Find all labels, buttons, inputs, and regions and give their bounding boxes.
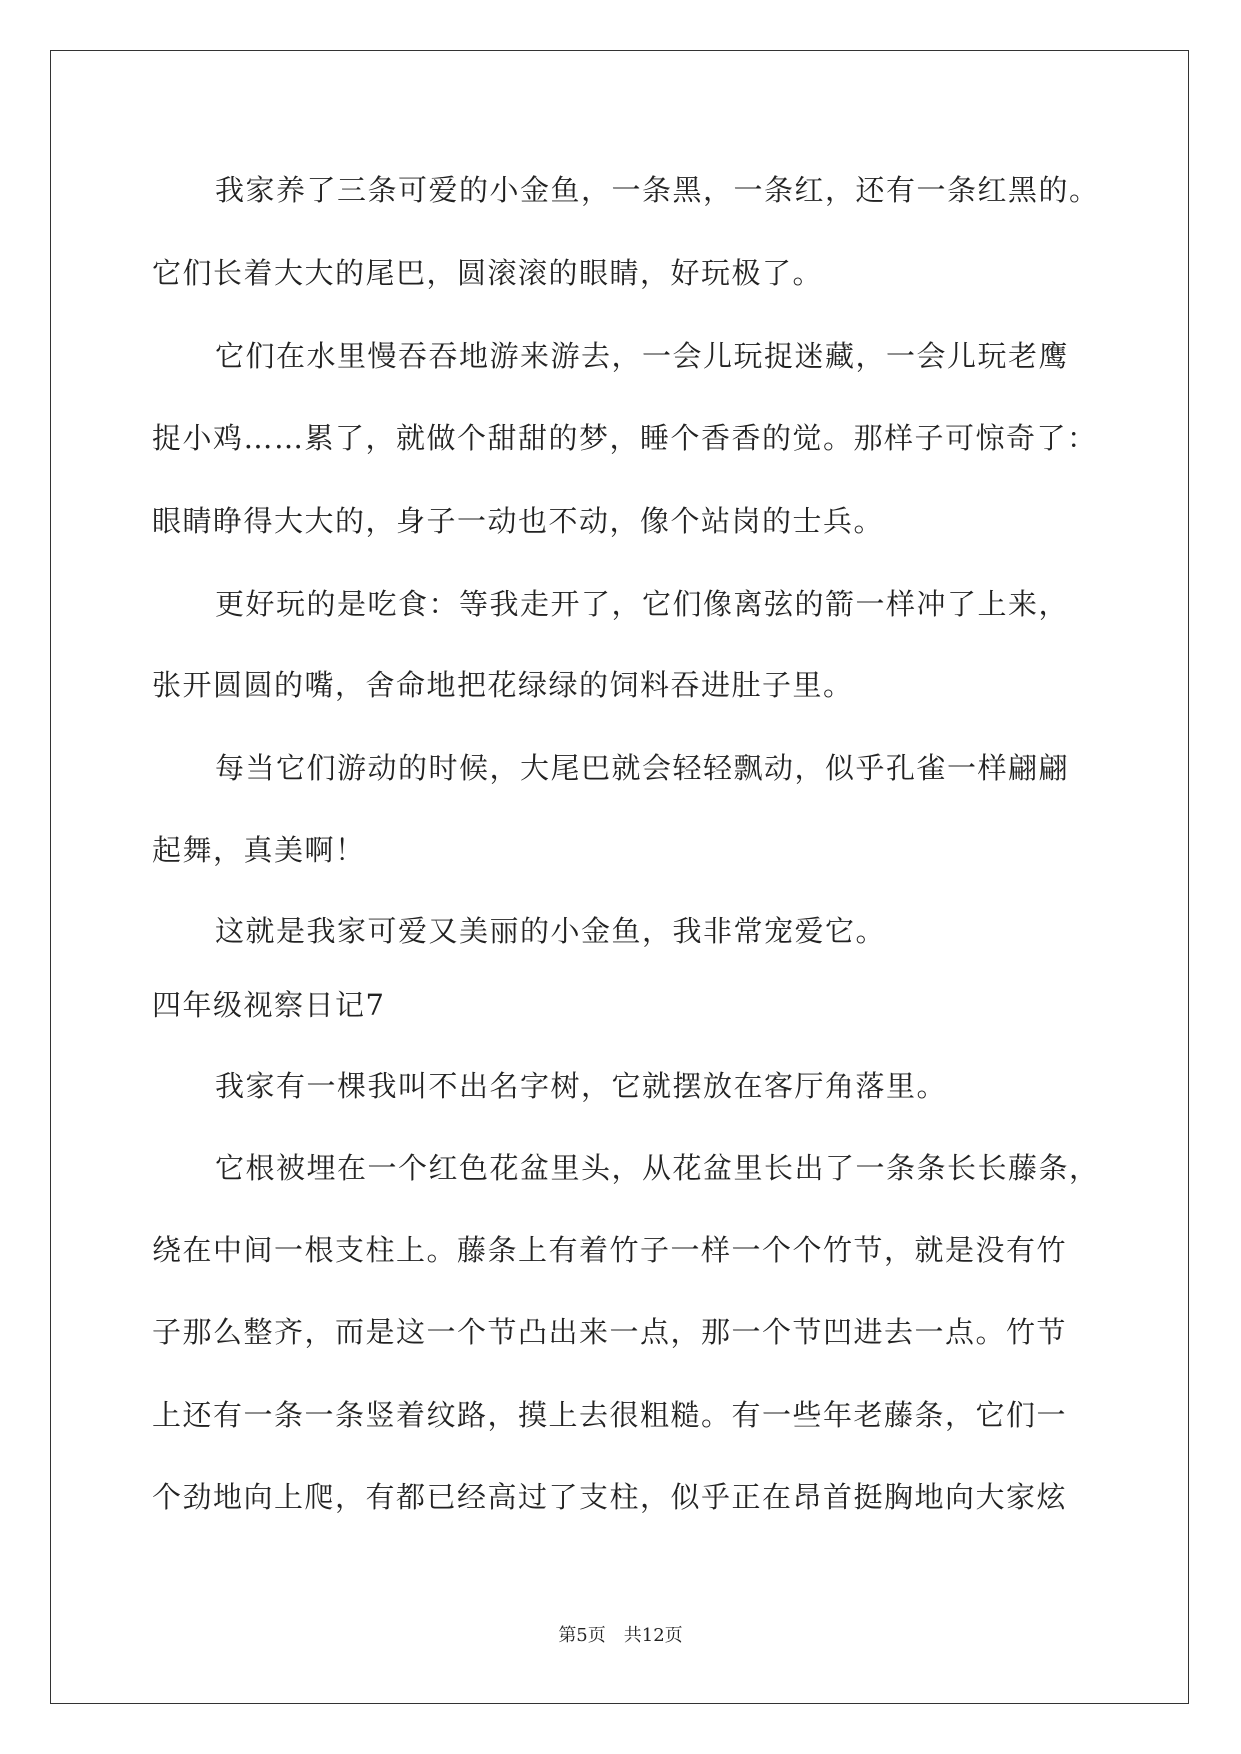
page-border xyxy=(50,50,1189,1704)
text-line: 起舞，真美啊！ xyxy=(152,833,366,867)
text-line: 它们在水里慢吞吞地游来游去，一会儿玩捉迷藏，一会儿玩老鹰 xyxy=(215,339,1070,373)
page-number-footer: 第5页 共12页 xyxy=(558,1625,683,1646)
text-line: 每当它们游动的时候，大尾巴就会轻轻飘动，似乎孔雀一样翩翩 xyxy=(215,751,1070,785)
text-line: 子那么整齐，而是这一个节凸出来一点，那一个节凹进去一点。竹节 xyxy=(152,1315,1068,1349)
text-line: 上还有一条一条竖着纹路，摸上去很粗糙。有一些年老藤条，它们一 xyxy=(152,1398,1068,1432)
text-line: 它们长着大大的尾巴，圆滚滚的眼睛，好玩极了。 xyxy=(152,256,824,290)
text-line: 个劲地向上爬，有都已经高过了支柱，似乎正在昂首挺胸地向大家炫 xyxy=(152,1480,1068,1514)
text-line: 这就是我家可爱又美丽的小金鱼，我非常宠爱它。 xyxy=(215,914,887,948)
text-line: 张开圆圆的嘴，舍命地把花绿绿的饲料吞进肚子里。 xyxy=(152,668,854,702)
text-line: 它根被埋在一个红色花盆里头，从花盆里长出了一条条长长藤条， xyxy=(215,1151,1100,1185)
text-line: 更好玩的是吃食：等我走开了，它们像离弦的箭一样冲了上来， xyxy=(215,587,1070,621)
text-line: 捉小鸡……累了，就做个甜甜的梦，睡个香香的觉。那样子可惊奇了： xyxy=(152,421,1098,455)
text-line: 我家有一棵我叫不出名字树，它就摆放在客厅角落里。 xyxy=(215,1069,948,1103)
text-line: 我家养了三条可爱的小金鱼，一条黑，一条红，还有一条红黑的。 xyxy=(215,173,1100,207)
text-line: 眼睛睁得大大的，身子一动也不动，像个站岗的士兵。 xyxy=(152,504,885,538)
section-heading: 四年级视察日记7 xyxy=(152,988,386,1022)
text-line: 绕在中间一根支柱上。藤条上有着竹子一样一个个竹节，就是没有竹 xyxy=(152,1233,1068,1267)
